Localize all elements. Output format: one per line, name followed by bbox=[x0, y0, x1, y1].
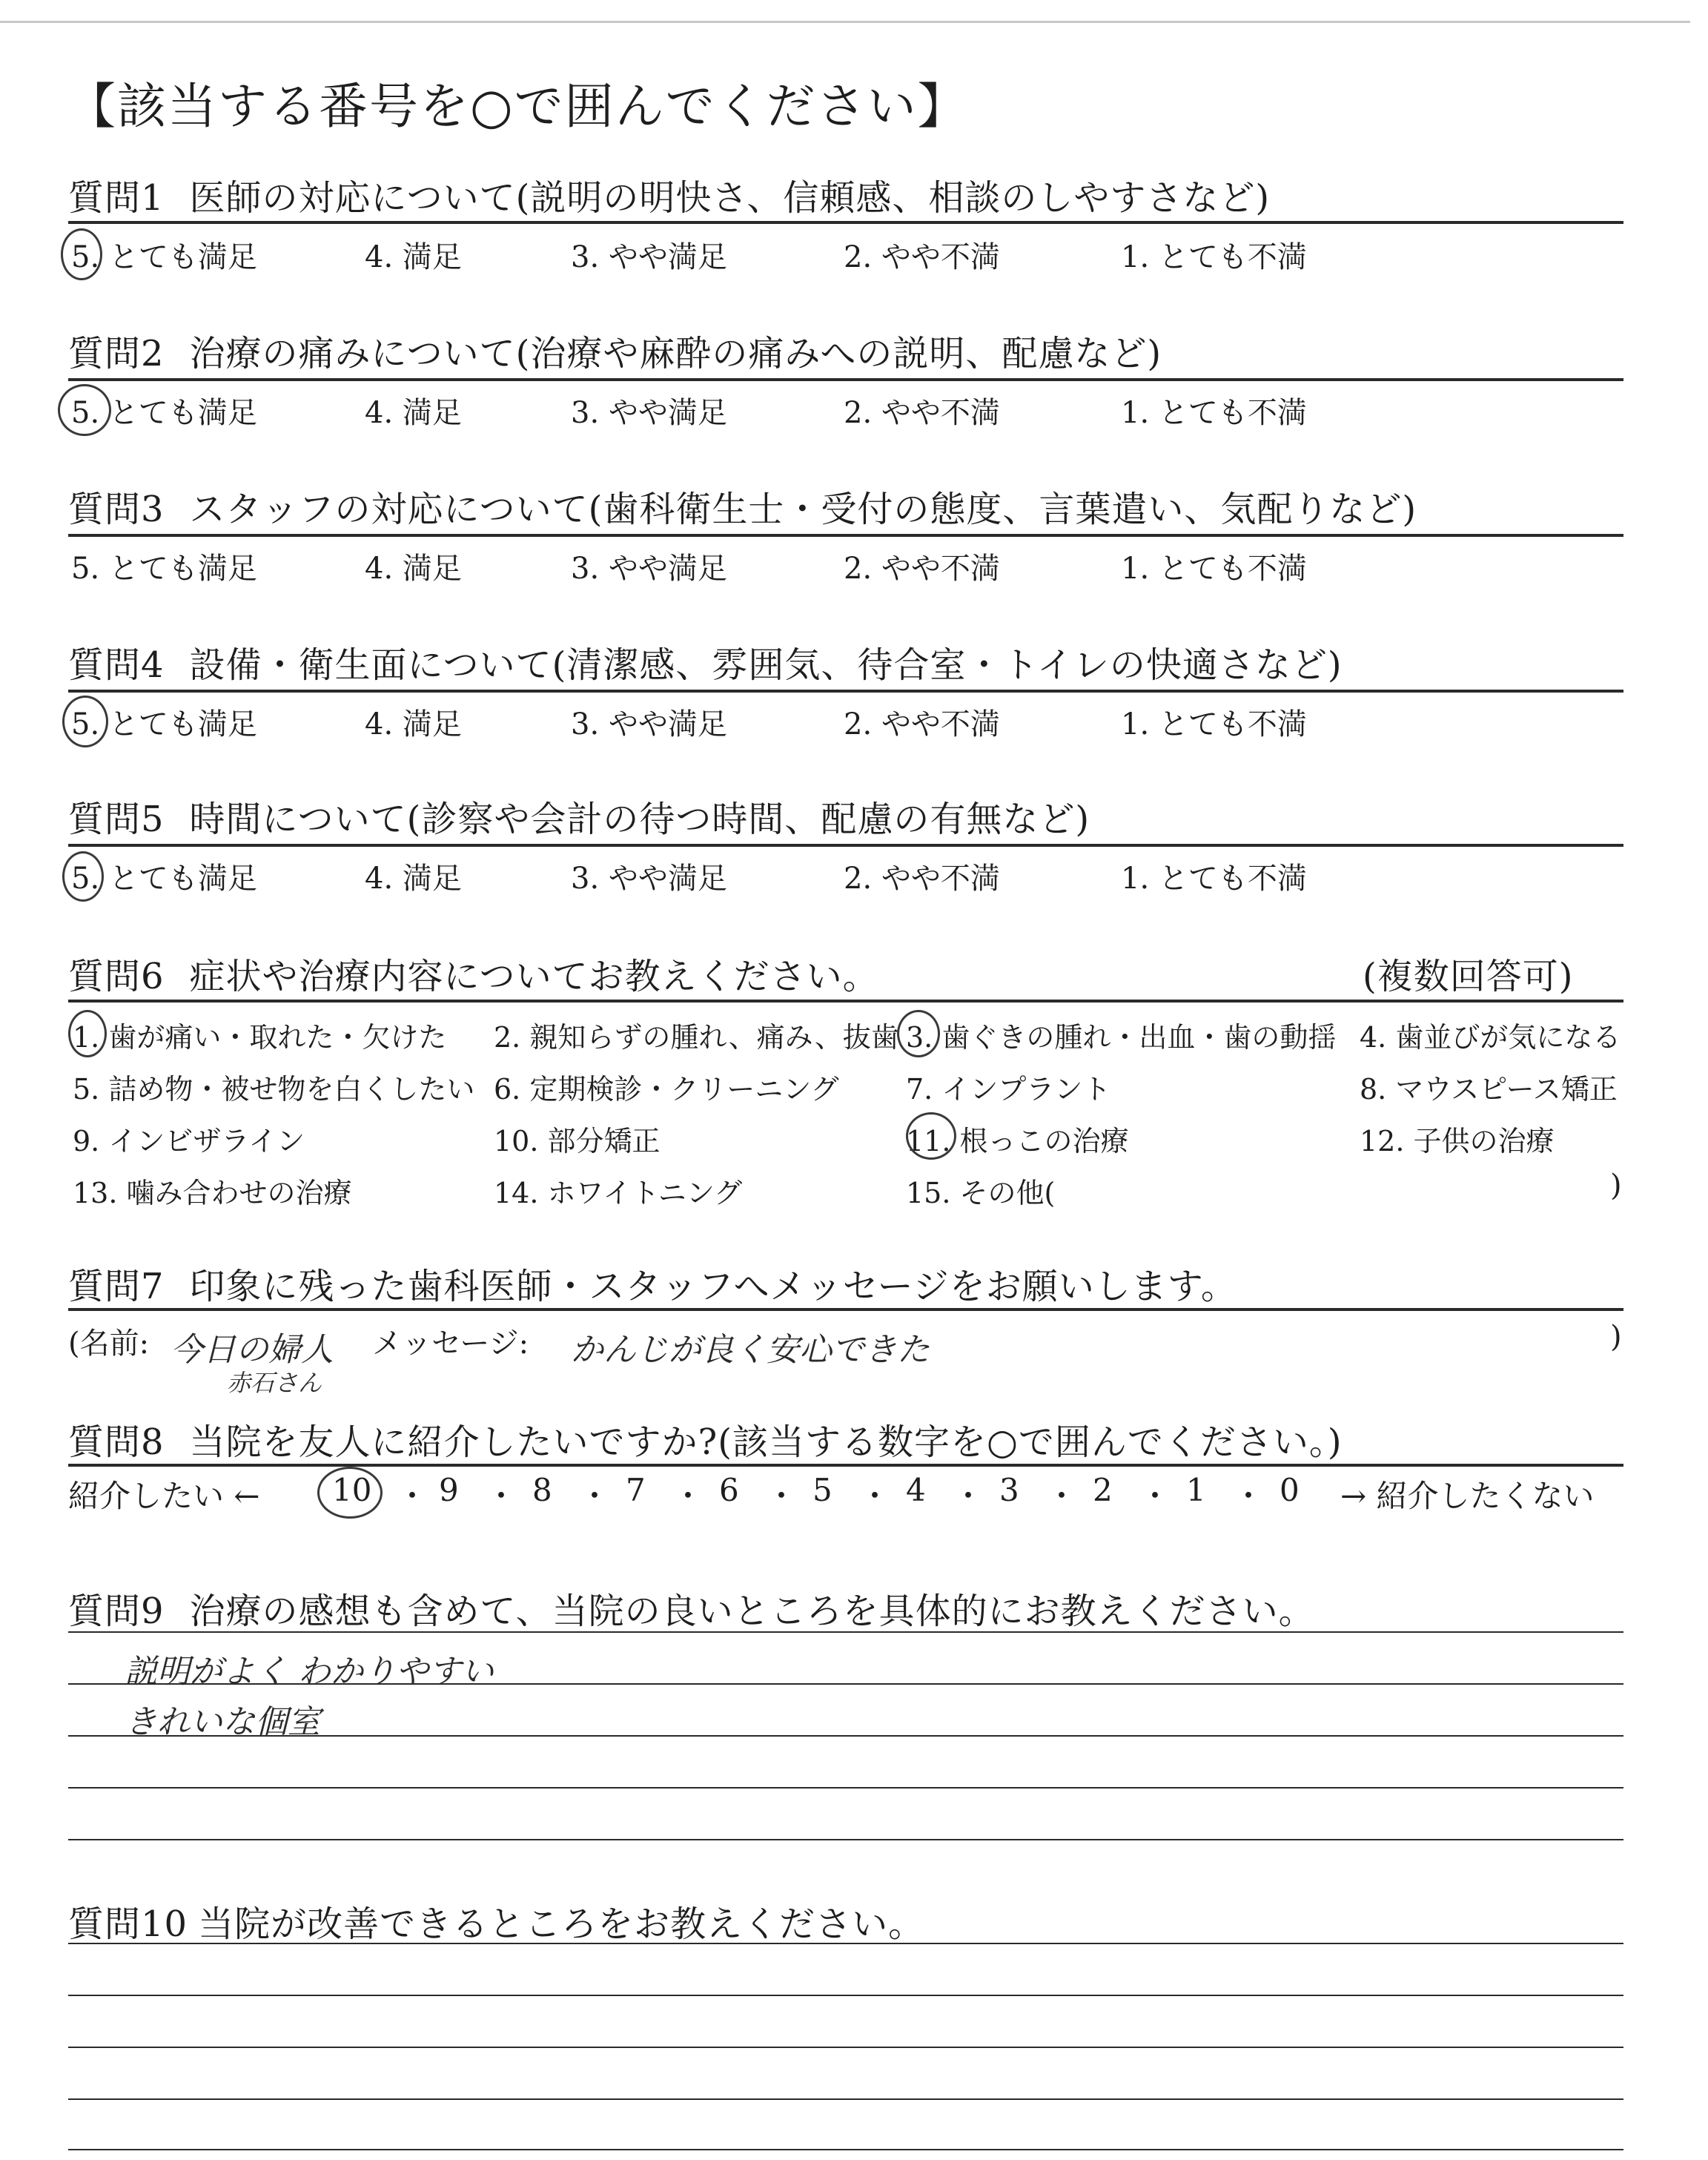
q4-option-1[interactable]: 1. とても不満 bbox=[1121, 707, 1307, 742]
q6-option-7[interactable]: 7. インプラント bbox=[906, 1073, 1111, 1106]
q1-option-3[interactable]: 3. やや満足 bbox=[571, 240, 727, 274]
q8-dot: ・ bbox=[1139, 1478, 1171, 1514]
question-5-rule bbox=[68, 844, 1623, 847]
q1-answer-circle bbox=[61, 228, 102, 280]
q1-option-1[interactable]: 1. とても不満 bbox=[1121, 240, 1307, 274]
q1-option-2[interactable]: 2. やや不満 bbox=[844, 240, 1000, 274]
q7-close: ) bbox=[1610, 1320, 1622, 1354]
q8-scale-1[interactable]: 1 bbox=[1186, 1472, 1206, 1508]
q4-option-4[interactable]: 4. 満足 bbox=[365, 707, 462, 742]
q6-option-8[interactable]: 8. マウスピース矯正 bbox=[1360, 1073, 1618, 1106]
q9-answer-line-1[interactable]: 説明がよく わかりやすい bbox=[125, 1653, 494, 1691]
q6-answer-circle-3 bbox=[897, 1010, 940, 1057]
q7-message-label: メッセージ: bbox=[372, 1327, 529, 1361]
q8-scale-2[interactable]: 2 bbox=[1093, 1472, 1113, 1508]
q6-option-15[interactable]: 15. その他( bbox=[906, 1177, 1056, 1209]
q8-dot: ・ bbox=[953, 1478, 984, 1514]
q7-name-value-2[interactable]: 赤石さん bbox=[227, 1369, 322, 1397]
q8-dot: ・ bbox=[1233, 1478, 1265, 1514]
q8-dot: ・ bbox=[859, 1478, 891, 1514]
q8-left-label: 紹介したい ← bbox=[68, 1478, 260, 1514]
q10-line bbox=[68, 2149, 1623, 2150]
q1-option-4[interactable]: 4. 満足 bbox=[365, 240, 462, 274]
question-4-rule bbox=[68, 690, 1623, 693]
q9-line bbox=[68, 1631, 1623, 1633]
question-4-title: 質問4 設備・衛生面について(清潔感、雰囲気、待合室・トイレの快適さなど) bbox=[68, 644, 1343, 686]
q8-dot: ・ bbox=[766, 1478, 798, 1514]
q5-option-4[interactable]: 4. 満足 bbox=[365, 862, 462, 896]
question-3-title: 質問3 スタッフの対応について(歯科衛生士・受付の態度、言葉遣い、気配りなど) bbox=[68, 489, 1417, 530]
q8-dot: ・ bbox=[486, 1478, 517, 1514]
q6-option-10[interactable]: 10. 部分矯正 bbox=[494, 1125, 661, 1157]
question-9-title: 質問9 治療の感想も含めて、当院の良いところを具体的にお教えください。 bbox=[68, 1591, 1315, 1632]
q6-option-11[interactable]: 11. 根っこの治療 bbox=[906, 1125, 1129, 1157]
q5-option-5[interactable]: 5. とても満足 bbox=[71, 862, 257, 896]
q10-line bbox=[68, 1995, 1623, 1996]
q8-scale-7[interactable]: 7 bbox=[626, 1472, 646, 1508]
q6-option-4[interactable]: 4. 歯並びが気になる bbox=[1360, 1021, 1621, 1054]
q6-other-close: ) bbox=[1610, 1169, 1622, 1203]
q3-option-5[interactable]: 5. とても満足 bbox=[71, 552, 257, 586]
q4-option-3[interactable]: 3. やや満足 bbox=[571, 707, 727, 742]
q5-answer-circle bbox=[62, 851, 104, 902]
question-1-rule bbox=[68, 221, 1623, 224]
q6-option-2[interactable]: 2. 親知らずの腫れ、痛み、抜歯 bbox=[494, 1021, 899, 1054]
q8-scale-10[interactable]: 10 bbox=[332, 1472, 372, 1508]
q5-option-1[interactable]: 1. とても不満 bbox=[1121, 862, 1307, 896]
q1-option-5[interactable]: 5. とても満足 bbox=[71, 240, 257, 274]
question-1-title: 質問1 医師の対応について(説明の明快さ、信頼感、相談のしやすさなど) bbox=[68, 177, 1271, 219]
question-3-rule bbox=[68, 534, 1623, 537]
page-header: 【該当する番号を○で囲んでください】 bbox=[67, 78, 968, 135]
question-8-rule bbox=[68, 1464, 1623, 1467]
q6-option-13[interactable]: 13. 噛み合わせの治療 bbox=[73, 1177, 352, 1209]
q9-line bbox=[68, 1787, 1623, 1789]
q6-option-12[interactable]: 12. 子供の治療 bbox=[1360, 1125, 1555, 1157]
q6-option-3[interactable]: 3. 歯ぐきの腫れ・出血・歯の動揺 bbox=[906, 1021, 1337, 1054]
q3-option-3[interactable]: 3. やや満足 bbox=[571, 552, 727, 586]
q8-right-label: → 紹介したくない bbox=[1340, 1478, 1595, 1514]
q10-line bbox=[68, 2047, 1623, 2048]
q8-dot: ・ bbox=[672, 1478, 704, 1514]
q6-answer-circle-11 bbox=[906, 1112, 956, 1160]
q6-option-6[interactable]: 6. 定期検診・クリーニング bbox=[494, 1073, 839, 1106]
q7-name-value[interactable]: 今日の婦人 bbox=[171, 1331, 334, 1369]
question-2-rule bbox=[68, 378, 1623, 381]
question-2-title: 質問2 治療の痛みについて(治療や麻酔の痛みへの説明、配慮など) bbox=[68, 333, 1162, 374]
q7-name-label: (名前: bbox=[68, 1327, 150, 1361]
q2-option-2[interactable]: 2. やや不満 bbox=[844, 396, 1000, 430]
q8-scale-3[interactable]: 3 bbox=[999, 1472, 1019, 1508]
question-5-title: 質問5 時間について(診察や会計の待つ時間、配慮の有無など) bbox=[68, 799, 1090, 840]
q8-answer-circle bbox=[317, 1467, 383, 1519]
q8-scale-8[interactable]: 8 bbox=[532, 1472, 552, 1508]
q5-option-2[interactable]: 2. やや不満 bbox=[844, 862, 1000, 896]
q9-answer-line-2[interactable]: きれいな個室 bbox=[125, 1703, 320, 1741]
q2-option-4[interactable]: 4. 満足 bbox=[365, 396, 462, 430]
q10-line bbox=[68, 2098, 1623, 2100]
q2-option-5[interactable]: 5. とても満足 bbox=[71, 396, 257, 430]
q6-answer-circle-1 bbox=[68, 1010, 107, 1057]
q9-line bbox=[68, 1839, 1623, 1840]
q6-option-5[interactable]: 5. 詰め物・被せ物を白くしたい bbox=[73, 1073, 475, 1106]
q8-scale-9[interactable]: 9 bbox=[439, 1472, 459, 1508]
question-7-title: 質問7 印象に残った歯科医師・スタッフへメッセージをお願いします。 bbox=[68, 1266, 1237, 1307]
q2-option-3[interactable]: 3. やや満足 bbox=[571, 396, 727, 430]
q7-message-value[interactable]: かんじが良く安心できた bbox=[571, 1331, 930, 1369]
q6-option-1[interactable]: 1. 歯が痛い・取れた・欠けた bbox=[73, 1021, 447, 1054]
q8-dot: ・ bbox=[1046, 1478, 1078, 1514]
q3-option-1[interactable]: 1. とても不満 bbox=[1121, 552, 1307, 586]
question-6-title: 質問6 症状や治療内容についてお教えください。 bbox=[68, 956, 879, 997]
q8-scale-0[interactable]: 0 bbox=[1280, 1472, 1300, 1508]
question-6-note: (複数回答可) bbox=[1363, 956, 1574, 997]
q8-dot: ・ bbox=[397, 1478, 428, 1514]
q8-dot: ・ bbox=[579, 1478, 611, 1514]
q2-option-1[interactable]: 1. とても不満 bbox=[1121, 396, 1307, 430]
question-10-title: 質問10 当院が改善できるところをお教えください。 bbox=[68, 1903, 925, 1945]
q8-scale-4[interactable]: 4 bbox=[906, 1472, 926, 1508]
q5-option-3[interactable]: 3. やや満足 bbox=[571, 862, 727, 896]
q4-option-2[interactable]: 2. やや不満 bbox=[844, 707, 1000, 742]
q6-option-9[interactable]: 9. インビザライン bbox=[73, 1125, 305, 1157]
q8-scale-6[interactable]: 6 bbox=[719, 1472, 739, 1508]
q6-option-14[interactable]: 14. ホワイトニング bbox=[494, 1177, 743, 1209]
q3-option-4[interactable]: 4. 満足 bbox=[365, 552, 462, 586]
question-6-rule bbox=[68, 1000, 1623, 1003]
top-border bbox=[0, 21, 1690, 23]
question-7-rule bbox=[68, 1308, 1623, 1311]
q4-option-5[interactable]: 5. とても満足 bbox=[71, 707, 257, 742]
q3-option-2[interactable]: 2. やや不満 bbox=[844, 552, 1000, 586]
question-8-title: 質問8 当院を友人に紹介したいですか?(該当する数字を○で囲んでください。) bbox=[68, 1421, 1343, 1463]
q2-answer-circle bbox=[58, 384, 111, 436]
q10-line bbox=[68, 1943, 1623, 1944]
q4-answer-circle bbox=[62, 696, 108, 747]
q8-scale-5[interactable]: 5 bbox=[812, 1472, 833, 1508]
